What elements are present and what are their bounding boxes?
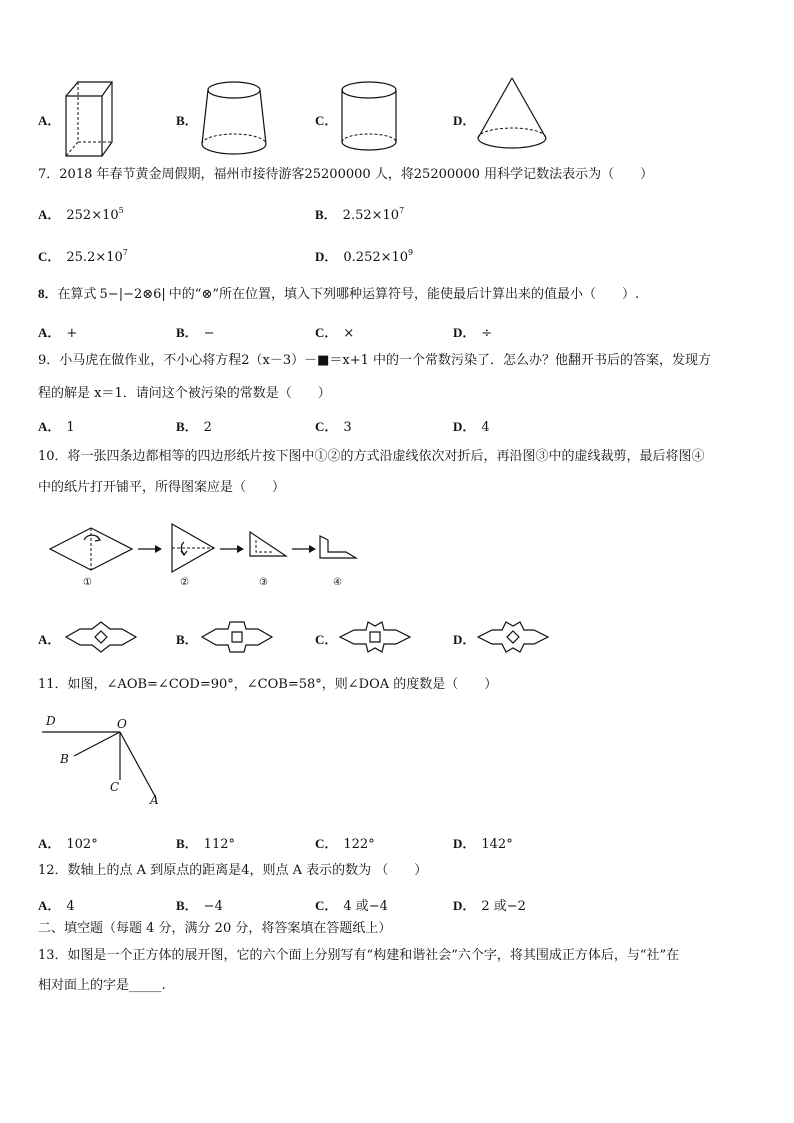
q11-option-a-label: A． — [38, 836, 61, 851]
q12-option-c — [315, 895, 388, 914]
q7-option-b-mantissa: 2.52×10 — [342, 208, 400, 223]
section-heading: 二、填空题（每题 4 分，满分 20 分，将答案填在答题纸上） — [38, 921, 392, 936]
q12-option-c-text: 4 或−4 — [343, 899, 388, 914]
q9-option-a — [38, 416, 75, 435]
q12-option-b — [176, 895, 223, 914]
q12-option-a — [38, 895, 75, 914]
q8-option-d-text: ÷ — [481, 326, 493, 341]
q8-option-c-label: C． — [315, 325, 338, 340]
q7-option-d-mantissa: 0.252×10 — [343, 250, 409, 265]
q7-stem: 7．2018 年春节黄金周假期，福州市接待游客25200000 人，将25200000 用科学记数法表示为（ ） — [38, 167, 654, 182]
q8-option-b-label: B． — [176, 325, 198, 340]
q11-stem: 11．如图，∠AOB=∠COD=90°，∠COB=58°，则∠DOA 的度数是（ ） — [38, 677, 498, 692]
q11-option-d — [453, 833, 513, 852]
q11-option-b — [176, 833, 235, 852]
q6-option-d-label: D． — [453, 113, 476, 128]
q12-option-d-text: 2 或−2 — [481, 899, 526, 914]
q12-option-b-text: −4 — [203, 899, 223, 914]
fold-step-2-figure — [170, 522, 216, 574]
q9-option-b-text: 2 — [203, 420, 212, 435]
q8-stem-b: 中的“⊗”所在位置，填入下列哪种运算符号，能使最后计算出来的值最小（ ）. — [168, 287, 640, 302]
q11-option-c — [315, 833, 375, 852]
q7-option-b-exp: 7 — [399, 206, 405, 215]
q8-option-d — [453, 322, 492, 341]
pattern-a-figure — [64, 620, 138, 654]
q6-option-c-label: C． — [315, 113, 338, 128]
q8-option-c — [315, 322, 354, 341]
q7-option-a-mantissa: 252×10 — [66, 208, 119, 223]
q9-option-d-label: D． — [453, 419, 476, 434]
q8-option-a-label: A． — [38, 325, 61, 340]
fold-caption-1: ① — [83, 577, 92, 588]
q8-option-c-text: × — [343, 326, 355, 341]
q9-option-b-label: B． — [176, 419, 198, 434]
q8-number: 8． — [38, 286, 58, 301]
q10-stem-line2: 中的纸片打开铺平，所得图案应是（ ） — [38, 480, 286, 495]
q10-option-d-label: D． — [453, 632, 476, 647]
q9-option-c — [315, 416, 352, 435]
pattern-c-figure — [338, 620, 412, 654]
q11-option-d-text: 142° — [481, 837, 513, 852]
q9-option-d-text: 4 — [481, 420, 490, 435]
q9-option-a-label: A． — [38, 419, 61, 434]
q7-option-d — [315, 246, 413, 265]
q12-option-d-label: D． — [453, 898, 476, 913]
q10-options — [0, 618, 794, 658]
q11-option-a-text: 102° — [66, 837, 98, 852]
q7-option-c-mantissa: 25.2×10 — [66, 250, 123, 265]
q7-option-b-label: B． — [315, 207, 337, 222]
q10-stem-line1: 10．将一张四条边都相等的四边形纸片按下图中①②的方式沿虚线依次对折后，再沿图③中的虚线裁剪，最后将图④ — [38, 449, 705, 464]
point-o-label: O — [117, 717, 127, 731]
arrow-icon — [220, 545, 244, 553]
q7-option-c — [38, 246, 128, 265]
q12-option-a-label: A． — [38, 898, 61, 913]
pattern-d-figure — [476, 620, 550, 654]
q8-option-b-text: − — [203, 326, 215, 341]
arrow-icon — [138, 545, 162, 553]
q7-option-c-exp: 7 — [122, 248, 128, 257]
q12-option-c-label: C． — [315, 898, 338, 913]
angle-figure — [38, 712, 168, 812]
fold-caption-2: ② — [180, 577, 189, 588]
q12-option-a-text: 4 — [66, 899, 75, 914]
q8-option-d-label: D． — [453, 325, 476, 340]
q11-option-c-text: 122° — [343, 837, 375, 852]
q9-stem-line1: 9．小马虎在做作业，不小心将方程2（x－3）－■＝x+1 中的一个常数污染了．怎么办？他翻开书后的答案，发现方 — [38, 353, 712, 368]
frustum-figure — [198, 78, 270, 160]
q11-option-c-label: C． — [315, 836, 338, 851]
q11-option-b-label: B． — [176, 836, 198, 851]
cone-figure — [474, 76, 550, 156]
q10-option-c-label: C． — [315, 632, 338, 647]
q8-stem-a: 在算式 — [57, 287, 97, 302]
point-b-label: B — [60, 752, 69, 766]
q9-option-c-label: C． — [315, 419, 338, 434]
q8-option-a-text: + — [66, 326, 78, 341]
q11-option-d-label: D． — [453, 836, 476, 851]
q6-option-b-label: B． — [176, 113, 198, 128]
point-d-label: D — [46, 714, 56, 728]
fold-step-3-figure — [248, 530, 288, 558]
fold-step-4-figure — [318, 534, 358, 560]
q9-stem-line2: 程的解是 x＝1．请问这个被污染的常数是（ ） — [38, 386, 331, 401]
q9-option-b — [176, 416, 212, 435]
q6-option-a-label: A． — [38, 113, 61, 128]
point-c-label: C — [110, 780, 120, 794]
q7-option-c-label: C． — [38, 249, 61, 264]
q8-option-a — [38, 322, 77, 341]
folding-sequence — [0, 520, 794, 600]
q12-option-b-label: B． — [176, 898, 198, 913]
cylinder-figure — [338, 78, 400, 160]
q12-option-d — [453, 895, 526, 914]
q11-option-b-text: 112° — [203, 837, 235, 852]
q13-stem-line1: 13．如图是一个正方体的展开图，它的六个面上分别写有“构建和谐社会”六个字，将其围成正方体后，与“社”在 — [38, 948, 680, 963]
cuboid-figure — [62, 78, 114, 160]
q10-option-b-label: B． — [176, 632, 198, 647]
q8-expression: 5−|−2⊗6| — [99, 287, 166, 302]
q13-stem-line2: 相对面上的字是_____. — [38, 978, 166, 993]
q9-option-d — [453, 416, 490, 435]
q10-option-a-label: A． — [38, 632, 61, 647]
q7-option-d-exp: 9 — [408, 248, 414, 257]
q11-figure — [38, 712, 168, 812]
q12-stem: 12．数轴上的点 A 到原点的距离是4，则点 A 表示的数为 （ ） — [38, 863, 428, 878]
pattern-b-figure — [200, 620, 274, 654]
q8-option-b — [176, 322, 215, 341]
q9-option-a-text: 1 — [66, 420, 75, 435]
q7-option-d-label: D． — [315, 249, 338, 264]
q9-option-c-text: 3 — [343, 420, 352, 435]
fold-step-1-figure — [48, 526, 134, 572]
point-a-label: A — [150, 793, 159, 807]
q11-option-a — [38, 833, 98, 852]
fold-caption-3: ③ — [259, 577, 268, 588]
q7-option-a — [38, 204, 124, 223]
q6-options — [0, 70, 794, 170]
arrow-icon — [292, 545, 316, 553]
q8-stem — [38, 286, 639, 303]
fold-caption-4: ④ — [333, 577, 342, 588]
q7-option-a-exp: 5 — [118, 206, 124, 215]
q7-option-a-label: A． — [38, 207, 61, 222]
q7-option-b — [315, 204, 404, 223]
